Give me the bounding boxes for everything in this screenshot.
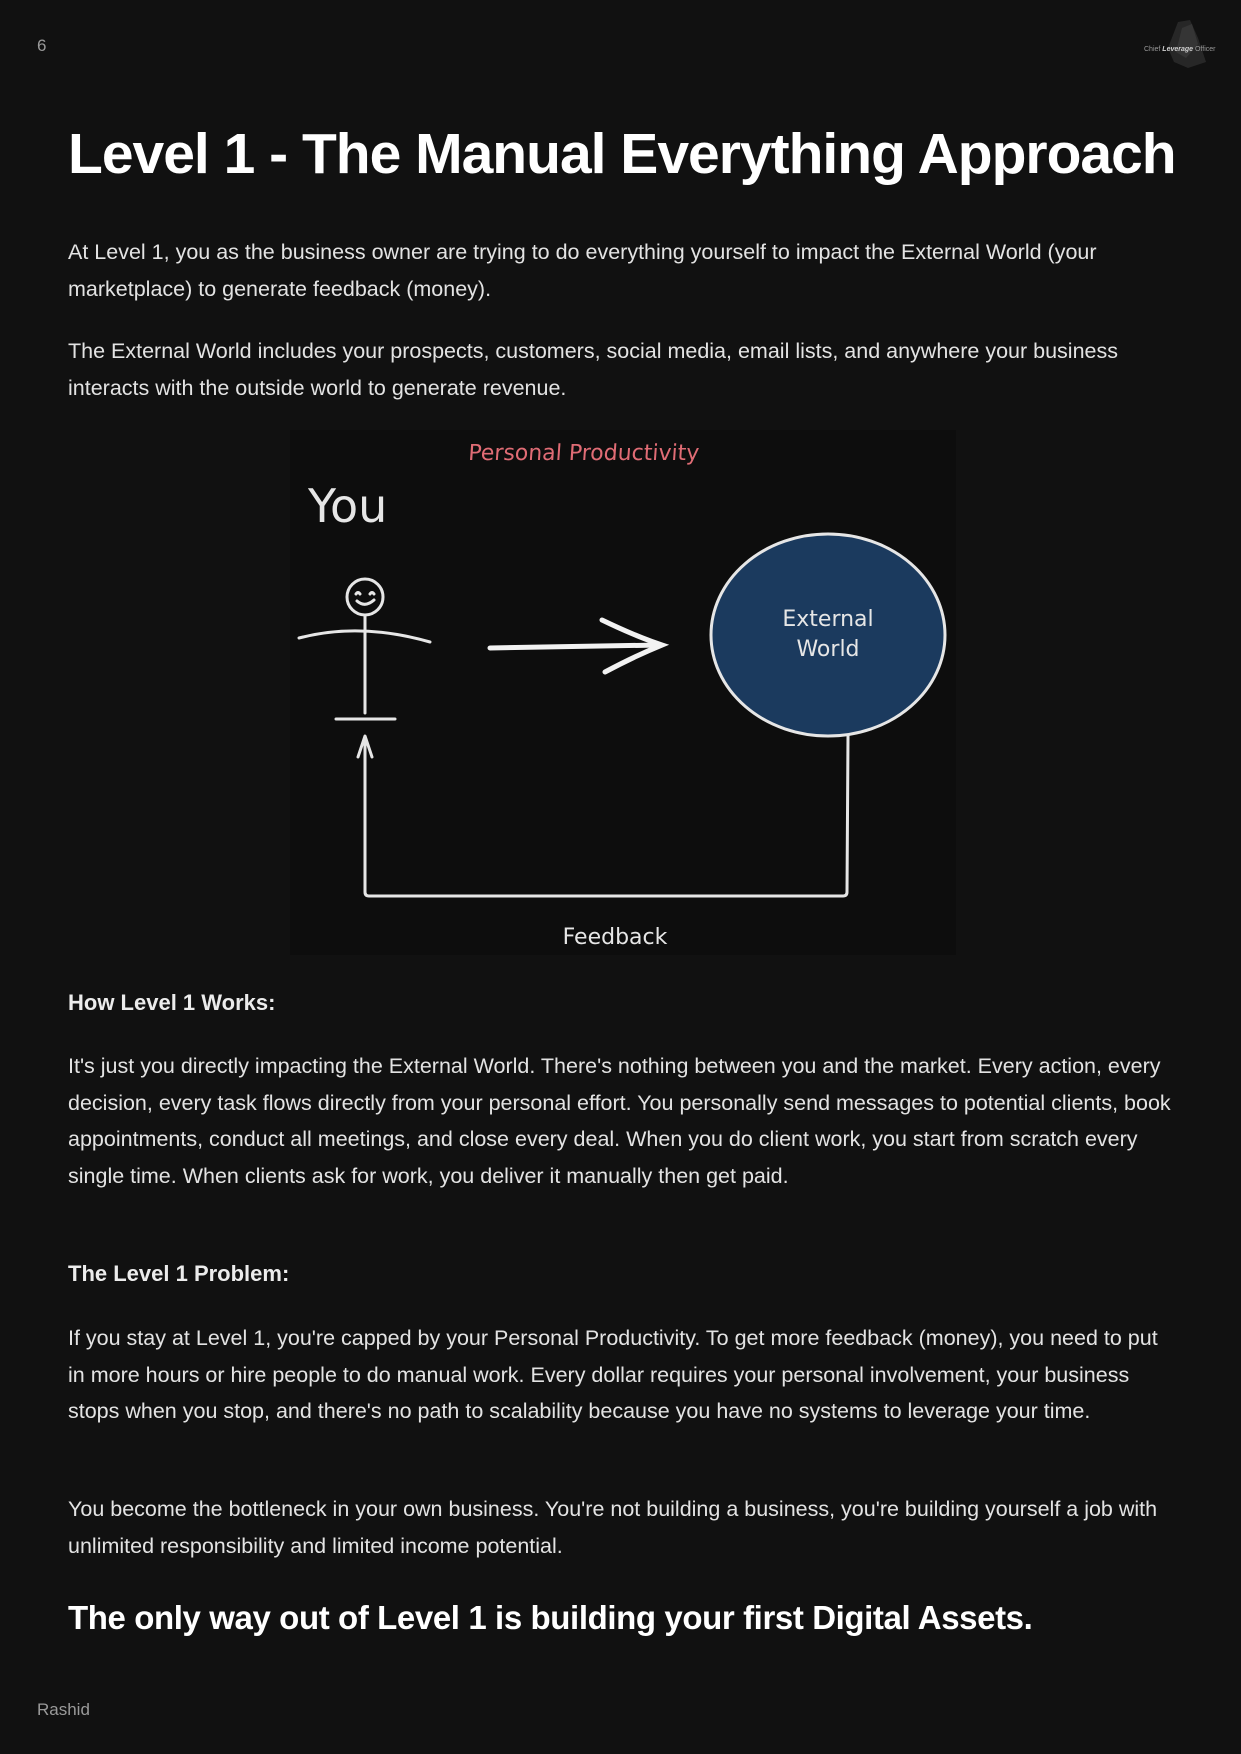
problem-paragraph-1: If you stay at Level 1, you're capped by your Personal Productivity. To get more feedback (money), you need to put in more hours or hire people to do manual work. Every dollar requires your personal involvement, your business stops when you stop, and there's no path to scalability because you have no systems to leverage your time. <box>68 1326 1158 1423</box>
level1-diagram <box>290 430 956 955</box>
external-world-line1: External <box>782 607 874 632</box>
arrow-right-icon <box>490 620 662 672</box>
diagram-canvas <box>290 430 956 955</box>
intro-paragraph-2: The External World includes your prospects, customers, social media, email lists, and anywhere your business interacts with the outside world to generate revenue. <box>68 339 1118 400</box>
feedback-label: Feedback <box>562 925 668 950</box>
diagram-title: Personal Productivity <box>467 441 701 466</box>
page-title: Level 1 - The Manual Everything Approach <box>68 122 1176 186</box>
callout-statement: The only way out of Level 1 is building your first Digital Assets. <box>68 1599 1033 1636</box>
logo-text: Chief Leverage Officer <box>1144 46 1216 53</box>
footer-author: Rashid <box>37 1700 90 1719</box>
logo <box>1138 18 1238 74</box>
section-heading-problem: The Level 1 Problem: <box>68 1261 290 1286</box>
feedback-loop-arrow-icon <box>358 736 848 896</box>
you-label: You <box>308 479 388 533</box>
page-number: 6 <box>37 36 47 55</box>
problem-paragraph-2: You become the bottleneck in your own business. You're not building a business, you're building yourself a job with unlimited responsibility and limited income potential. <box>68 1497 1158 1558</box>
intro-paragraph-1: At Level 1, you as the business owner are trying to do everything yourself to impact the External World (your marketplace) to generate feedback (money). <box>68 240 1097 301</box>
external-world-circle <box>711 534 945 736</box>
section-heading-how-it-works: How Level 1 Works: <box>68 990 276 1015</box>
how-it-works-paragraph: It's just you directly impacting the External World. There's nothing between you and the market. Every action, every decision, every task flows directly from your personal effort. You personally send messages to potential clients, book appointments, conduct all meetings, and close every deal. When you do client work, you start from scratch every single time. When clients ask for work, you deliver it manually then get paid. <box>68 1054 1171 1188</box>
external-world-line2: World <box>796 637 860 662</box>
stick-figure-icon <box>299 579 430 719</box>
